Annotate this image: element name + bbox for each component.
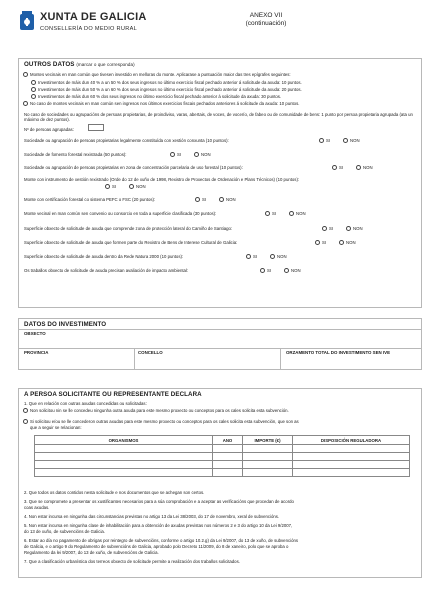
question-1-yes-label: SI — [326, 137, 331, 143]
question-4-yes-label: SI — [112, 183, 117, 189]
declara-item-4: 4. Non estar incursa en ningunha das circunstancias previstas no artigo 13 da Lei 38/2003, do 17 de novembro, xeral de subvencións. — [24, 514, 280, 519]
question-9-no-radio[interactable] — [270, 254, 275, 259]
declara-item-6-cont-2: Regulamento da lei 9/2007, do 13 de xuño, de subvencións de Galicia. — [24, 550, 159, 555]
question-4-label: Monte con instrumento de xestión rexistrado (Orde do 12 de xuño de 1998, Rexistro de Proxectos de Ordenación e Plans Técnicos) (10 puntos): — [24, 177, 300, 182]
provincia-label: PROVINCIA — [24, 350, 49, 355]
invest-60-label: Investimentos de máis dun 60 % dos seus ingresos no último exercicio fiscal pechado anterior á solicitude da axuda: 30 puntos. — [38, 93, 282, 99]
invest-40-50-label: Investimentos de máis dun 40 % a un 50 % dos seus ingresos no último exercicio fiscal pechado anterior á solicitude da axuda: 10 puntos. — [38, 79, 302, 85]
invest-50-60-label: Investimentos de máis dun 50 % a un 60 % dos seus ingresos no último exercicio fiscal pechado anterior á solicitude da axuda: 20 puntos. — [38, 86, 302, 92]
question-5-yes-label: SI — [202, 196, 207, 202]
ano-cell[interactable] — [213, 469, 243, 477]
declara-item-3-cont: coas axudas. — [24, 505, 50, 510]
question-4-yes-radio[interactable] — [105, 184, 110, 189]
xunta-coat-of-arms-icon — [18, 10, 36, 32]
table-row — [35, 469, 410, 477]
num-persoas-input[interactable] — [88, 124, 104, 131]
question-6-no-radio[interactable] — [289, 211, 294, 216]
organismo-cell[interactable] — [35, 469, 213, 477]
disposicion-cell[interactable] — [293, 469, 410, 477]
table-header-row — [35, 436, 410, 445]
question-7-label: Superficie obxecto de solicitude de axuda que comprende zona de protección lateral do Camiño de Santiago: — [24, 226, 233, 231]
question-3-no-label: NON — [363, 165, 373, 170]
declara-item-7: 7. Que a clasificación urbanística dos terreos obxecto de solicitude permite a realización dos traballos solicitados. — [24, 559, 240, 564]
question-1-yes-radio[interactable] — [319, 138, 324, 143]
investimento-divider-2 — [18, 348, 422, 349]
col-disposicion: DISPOSICIÓN REGULADORA — [293, 436, 410, 445]
declara-item-3: 3. Que se compromete a presentar os xustificantes necesarios para a súa comprobación e a aceptar as verificacións que procedan de acordo — [24, 499, 294, 504]
question-6-label: Monte vecinal en man común sen convenio ou consorcio en toda a superficie clasificada (30 puntos): — [24, 211, 217, 216]
num-persoas-label: Nº de persoas agrupadas: — [24, 126, 74, 132]
outras-axudas-table — [34, 435, 410, 477]
question-8-yes-radio[interactable] — [315, 240, 320, 245]
obxecto-field[interactable] — [19, 337, 421, 347]
declara-item-5-cont: do 13 de xuño, de subvencións de Galicia. — [24, 529, 105, 534]
question-3-label: Sociedade ou agrupación de persoas propietarias en zona de concentración parcelaria de uso forestal (10 puntos): — [24, 165, 243, 170]
datos-investimento-title: DATOS DO INVESTIMENTO — [24, 321, 107, 328]
question-10-no-label: NON — [291, 268, 301, 273]
org-title: XUNTA DE GALICIA — [40, 11, 147, 23]
si-solicitou-label-1: Si solicitou e/ou se lle concederon outras axudas para este mesmo proxecto ou conceptos para os cales solicita esta subvención, que son as — [30, 419, 299, 424]
annex-subtitle: (continuación) — [245, 20, 287, 27]
question-6-no-label: NON — [296, 211, 306, 216]
question-3-no-radio[interactable] — [356, 165, 361, 170]
col-importe: IMPORTE (€) — [243, 436, 293, 445]
question-8-no-label: NON — [346, 240, 356, 245]
question-5-yes-radio[interactable] — [195, 197, 200, 202]
ano-cell[interactable] — [213, 453, 243, 461]
obxecto-label: OBXECTO — [24, 331, 46, 336]
question-1-label: Sociedade ou agrupación de persoas propietarias legalmente constituída con xestión conxunta (10 puntos): — [24, 137, 229, 143]
question-8-no-radio[interactable] — [339, 240, 344, 245]
question-9-yes-radio[interactable] — [246, 254, 251, 259]
question-9-yes-label: SI — [253, 254, 258, 259]
table-row — [35, 461, 410, 469]
question-7-no-label: NON — [353, 226, 363, 231]
question-2-no-label: NON — [201, 152, 211, 157]
question-7-yes-label: SI — [329, 226, 334, 231]
importe-cell[interactable] — [243, 469, 293, 477]
question-5-no-radio[interactable] — [219, 197, 224, 202]
disposicion-cell[interactable] — [293, 453, 410, 461]
radio-invest-40-50[interactable] — [31, 80, 36, 85]
col-organismos: ORGANISMOS — [35, 436, 213, 445]
question-10-yes-label: SI — [267, 268, 272, 273]
declara-item-6: 6. Estar ao día no pagamento de obrigas por reintegro de subvencións, conforme o artigo 10.2.g) da Lei 9/2007, do 13 de xuño, de subvencións — [24, 538, 298, 543]
question-7-no-radio[interactable] — [346, 226, 351, 231]
ano-cell[interactable] — [213, 445, 243, 453]
radio-non-solicitou[interactable] — [23, 408, 28, 413]
question-8-label: Superficie obxecto de solicitude de axuda que formen parte do Rexistro de Bens de Interese Cultural de Galicia: — [24, 240, 238, 245]
table-row — [35, 453, 410, 461]
organismo-cell[interactable] — [35, 445, 213, 453]
si-solicitou-label-2: que a seguir se relacionan: — [30, 425, 82, 430]
question-2-yes-label: SI — [177, 152, 182, 157]
question-5-no-label: NON — [226, 196, 236, 202]
question-5-label: Monte con certificación forestal co sistema PEFC o FSC (20 puntos): — [24, 196, 156, 202]
question-7-yes-radio[interactable] — [322, 226, 327, 231]
declara-item-5: 5. Non estar incursa en ningunha clase de inhabilitación para a obtención de axudas previstas nos números 2 e 3 do artigo 10 da Lei 9/2007, — [24, 523, 293, 528]
declara-item-1: 1. Que en relación con outras axudas concedidas ou solicitadas: — [24, 401, 147, 406]
organismo-cell[interactable] — [35, 453, 213, 461]
importe-cell[interactable] — [243, 453, 293, 461]
provincia-field[interactable] — [19, 356, 133, 369]
importe-cell[interactable] — [243, 445, 293, 453]
question-2-no-radio[interactable] — [194, 152, 199, 157]
radio-invest-50-60[interactable] — [31, 87, 36, 92]
page-header — [18, 10, 428, 44]
orzamento-label: ORZAMENTO TOTAL DO INVESTIMENTO SEN IVE — [286, 350, 391, 355]
table-row — [35, 445, 410, 453]
col-ano: ANO — [213, 436, 243, 445]
radio-si-solicitou[interactable] — [23, 419, 28, 424]
concello-field[interactable] — [135, 356, 279, 369]
declara-item-2: 2. Que todos os datos contidos nesta solicitude e nos documentos que se achegan son certos. — [24, 490, 205, 495]
question-4-no-radio[interactable] — [129, 184, 134, 189]
question-1-no-label: NON — [350, 137, 360, 143]
question-10-no-radio[interactable] — [284, 268, 289, 273]
annex-label — [234, 12, 298, 28]
question-8-yes-label: SI — [322, 240, 327, 245]
question-6-yes-label: SI — [272, 211, 277, 216]
concello-label: CONCELLO — [138, 350, 163, 355]
disposicion-cell[interactable] — [293, 445, 410, 453]
importe-cell[interactable] — [243, 461, 293, 469]
question-4-no-label: NON — [136, 183, 146, 189]
question-3-yes-label: SI — [339, 165, 344, 170]
question-9-no-label: NON — [277, 254, 287, 259]
sen-ingresos-label: No caso de montes vecinais en man común sen ingresos nos últimos exercicios fiscais pechados anteriores á solicitude da axuda: 10 puntos. — [30, 100, 300, 106]
radio-montes-vecinais[interactable] — [23, 72, 28, 77]
disposicion-cell[interactable] — [293, 461, 410, 469]
question-6-yes-radio[interactable] — [265, 211, 270, 216]
outros-datos-title — [24, 61, 135, 68]
question-1-no-radio[interactable] — [343, 138, 348, 143]
ano-cell[interactable] — [213, 461, 243, 469]
org-subtitle: CONSELLERÍA DO MEDIO RURAL — [40, 26, 138, 32]
outros-datos-note: (marcar o que corresponda) — [76, 62, 135, 67]
declara-item-6-cont-1: de Galicia, e o artigo 9 do Regulamento de subvencións de Galicia, aprobado polo Decreto 11/2009, do 8 de xaneiro, polo que se aproba o — [24, 544, 289, 549]
outros-datos-heading: OUTROS DATOS — [24, 61, 75, 68]
non-solicitou-label: Non solicitou nin se lle concedeu ningunha outra axuda para este mesmo proxecto ou conceptos para os cales solicita esta subvención. — [30, 408, 289, 413]
montes-vecinais-label: Montes vecinais en man común que tivesen investido en melloras do monte. Aplicarase a puntuación maior das tres epígrafes seguintes: — [30, 71, 291, 77]
question-10-label: Os traballos obxecto de solicitude de axuda precisan avaliación de impacto ambiental: — [24, 268, 189, 273]
sociedades-intro-text: No caso de sociedades ou agrupacións de persoas propietarias, de proindiviso, varas, abertais, de voces, de vocerío, de fabeo ou de comunidade de bens: 1 punto por persoa propietaria agrupada (ata un máximo de dez puntos). — [24, 112, 413, 123]
question-3-yes-radio[interactable] — [332, 165, 337, 170]
question-2-label: Sociedade de fomento forestal rexistrada (50 puntos): — [24, 152, 127, 157]
organismo-cell[interactable] — [35, 461, 213, 469]
annex-title: ANEXO VII — [249, 12, 283, 19]
question-2-yes-radio[interactable] — [170, 152, 175, 157]
radio-sen-ingresos[interactable] — [23, 101, 28, 106]
declara-title: A PERSOA SOLICITANTE OU REPRESENTANTE DECLARA — [24, 391, 202, 398]
orzamento-field[interactable] — [281, 356, 421, 369]
question-10-yes-radio[interactable] — [260, 268, 265, 273]
investimento-divider-1 — [18, 329, 422, 330]
radio-invest-60[interactable] — [31, 94, 36, 99]
question-9-label: Superficie obxecto de solicitude de axuda dentro da Rede Natura 2000 (10 puntos): — [24, 254, 184, 259]
